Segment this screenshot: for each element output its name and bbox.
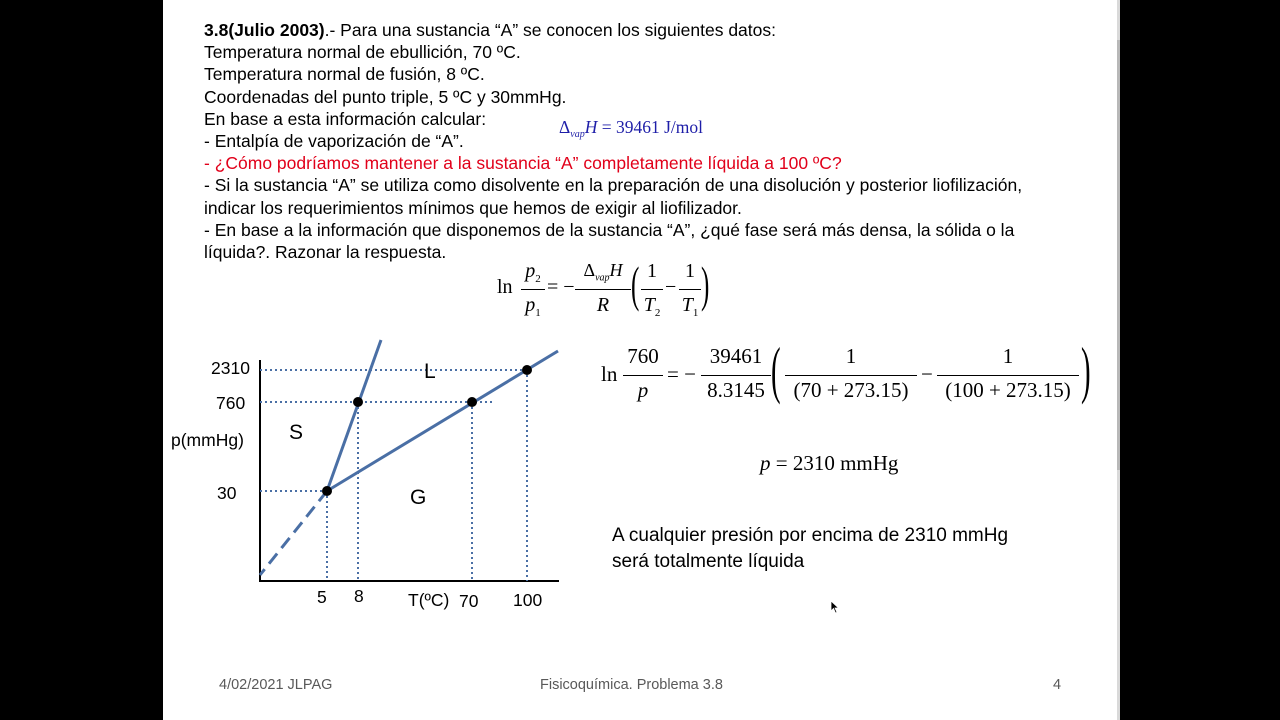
question-enthalpy: - Entalpía de vaporización de “A”.	[204, 131, 464, 152]
phase-diagram	[163, 330, 593, 620]
problem-title: 3.8(Julio 2003).- Para una sustancia “A” se conocen los siguientes datos:	[204, 20, 776, 40]
sub-den-b: (100 + 273.15)	[945, 378, 1071, 402]
formula-p1: $p_1$	[525, 294, 541, 319]
formula-ln: ln	[497, 276, 513, 298]
question-density: - En base a la información que disponemos de la sustancia “A”, ¿qué fase será más densa, la sólida o la	[204, 219, 1015, 240]
normal-fusion-point	[353, 397, 363, 407]
sub-8.3145: 8.3145	[707, 378, 765, 402]
sub-39461: 39461	[709, 344, 763, 368]
clausius-clapeyron-formula: ln $p_2$ $p_1$ = − $\Delta_{vap}H$ R ( 1 $T_2$ − 1 $T_1$ )	[497, 256, 710, 319]
point-100C	[522, 365, 532, 375]
x-tick-70: 70	[459, 591, 479, 611]
question-lyophilization-cont: indicar los requerimientos mínimos que hemos de exigir al liofilizador.	[204, 197, 742, 218]
conclusion	[612, 523, 1008, 575]
normal-boiling-point	[467, 397, 477, 407]
sub-eq: = −	[667, 362, 696, 386]
pressure-result: p = 2310 mmHg	[760, 451, 899, 475]
conclusion-line2: será totalmente líquida	[612, 551, 805, 572]
footer-page-number: 4	[1053, 677, 1062, 693]
x-tick-5: 5	[317, 587, 327, 607]
region-solid: S	[289, 421, 304, 444]
mouse-cursor-icon	[830, 600, 840, 614]
slide	[163, 0, 1117, 720]
fusion-temperature: Temperatura normal de fusión, 8 ºC.	[204, 64, 485, 85]
sub-760: 760	[627, 344, 659, 368]
triple-point	[322, 486, 332, 496]
scrollbar-thumb[interactable]	[1117, 40, 1120, 470]
fusion-curve	[327, 340, 381, 491]
y-axis-label: p(mmHg)	[171, 430, 244, 450]
formula-T1: $T_1$	[681, 294, 699, 319]
enthalpy-answer: $\Delta_{vap}H = 39461$ J/mol	[559, 117, 704, 140]
question-liquid: - ¿Cómo podríamos mantener a la sustancia “A” completamente líquida a 100 ºC?	[204, 153, 842, 174]
boiling-temperature: Temperatura normal de ebullición, 70 ºC.	[204, 42, 521, 63]
triple-point-coords: Coordenadas del punto triple, 5 ºC y 30mmHg.	[204, 86, 567, 107]
guide-lines	[260, 370, 527, 581]
footer-date: 4/02/2021 JLPAG	[219, 677, 333, 693]
sub-p: p	[637, 378, 649, 402]
substituted-equation: ln 760 p = − 39461 8.3145 ( 1 (70 + 273.15) − 1 (100 + 273.15) )	[601, 334, 1091, 405]
question-lyophilization: - Si la sustancia “A” se utiliza como disolvente en la preparación de una disolución y posterior liofilización,	[204, 175, 1023, 196]
x-tick-100: 100	[513, 590, 543, 610]
formula-R: R	[596, 294, 610, 316]
region-liquid: L	[424, 360, 436, 383]
formula-T2: $T_2$	[643, 294, 661, 319]
problem-statement	[204, 19, 1104, 263]
formula-p2: $p_2$	[525, 260, 541, 285]
sub-one-a: 1	[845, 344, 857, 368]
sub-one-b: 1	[1002, 344, 1014, 368]
y-tick-760: 760	[216, 393, 246, 413]
formula-dH: $\Delta_{vap}H$	[583, 260, 623, 284]
sub-den-a: (70 + 273.15)	[793, 378, 909, 402]
formula-one-a: 1	[647, 260, 657, 282]
conclusion-line1: A cualquier presión por encima de 2310 mmHg	[612, 525, 1009, 546]
sub-ln: ln	[601, 362, 618, 386]
x-tick-8: 8	[354, 586, 364, 606]
sub-minus: −	[921, 362, 933, 386]
instructions: En base a esta información calcular:	[204, 108, 487, 129]
x-axis-label: T(ºC)	[408, 590, 450, 610]
y-tick-2310: 2310	[211, 358, 250, 378]
formula-minus: −	[665, 276, 677, 298]
sublimation-curve	[260, 491, 327, 575]
question-density-cont: líquida?. Razonar la respuesta.	[204, 242, 447, 263]
region-gas: G	[410, 486, 427, 509]
formula-eq: = −	[547, 276, 575, 298]
scrollbar[interactable]	[1117, 0, 1120, 720]
footer-title: Fisicoquímica. Problema 3.8	[540, 677, 723, 693]
formula-one-b: 1	[685, 260, 695, 282]
y-tick-30: 30	[217, 483, 237, 503]
